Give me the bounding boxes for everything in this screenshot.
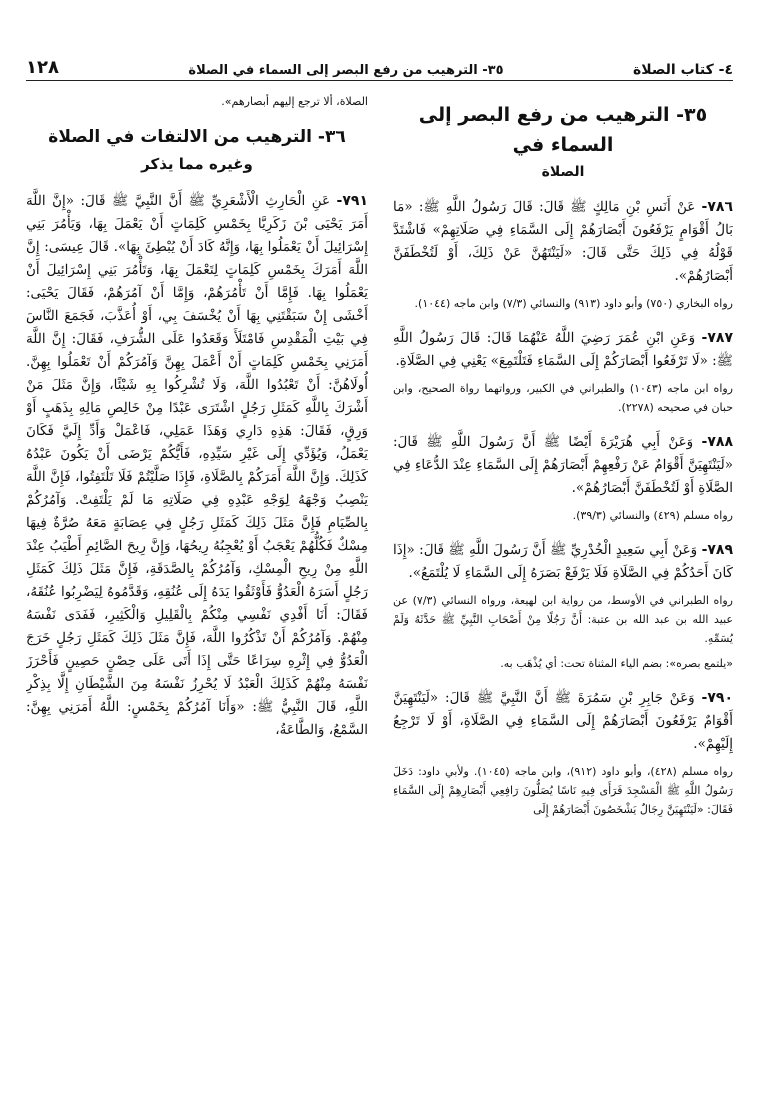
hadith-number: ٧٨٦- xyxy=(701,199,733,215)
hadith-text: وَعَنْ أَبِي سَعِيدٍ الْخُدْرِيِّ ﷺ أَنَّ رَسُولَ اللَّهِ ﷺ قَالَ: «إِذَا كَانَ أَحَدُكُمْ فِي الصَّلَاةِ فَلَا يَرْفَعْ بَصَرَهُ إِلَى السَّمَاءِ لَا يُلْتَمَعُ». xyxy=(393,542,733,581)
hadith-gloss: «يلتمع بصره»: بضم الياء المثناة تحت: أي يُذْهَب به. xyxy=(500,657,733,670)
section-35-title-cont: الصلاة xyxy=(541,164,585,180)
hadith-787 xyxy=(393,327,733,417)
continuation-text: الصلاة، ألا ترجع إليهم أبصارهم». xyxy=(221,95,368,108)
chapter-title: ٤- كتاب الصلاة xyxy=(632,62,733,78)
hadith-source: رواه ابن ماجه (١٠٤٣) والطبراني في الكبير، ورواتهما رواة الصحيح، وابن حبان في صحيحه (٢٢٧٨). xyxy=(393,382,733,414)
hadith-source: رواه الطبراني في الأوسط، من رواية ابن لهيعة، ورواه النسائي (٧/٣) عن عبيد الله بن عبد الله بن عتبة: أَنَّ رَجُلًا مِنْ أَصْحَابِ النَّبِيِّ ﷺ حَدَّثَهُ وَلَمْ يُسَمِّهِ. xyxy=(393,594,733,645)
hadith-number: ٧٨٨- xyxy=(701,434,733,450)
page-number: ١٢٨ xyxy=(26,57,59,78)
section-36-title: ٣٦- الترهيب من الالتفات في الصلاة xyxy=(48,127,346,147)
hadith-791 xyxy=(26,190,368,742)
hadith-788 xyxy=(393,431,733,525)
hadith-number: ٧٨٧- xyxy=(701,330,733,346)
hadith-790 xyxy=(393,687,733,819)
hadith-786 xyxy=(393,196,733,313)
left-column xyxy=(26,92,368,1091)
hadith-number: ٧٨٩- xyxy=(701,542,733,558)
section-36-title-cont: وغيره مما يذكر xyxy=(141,155,253,173)
hadith-number: ٧٩٠- xyxy=(701,690,733,706)
hadith-text: وَعَنْ جَابِرِ بْنِ سَمُرَةَ ﷺ أَنَّ النَّبِيَّ ﷺ قَالَ: «لَيَنْتَهِيَنَّ أَقْوَامٌ يَرْفَعُونَ أَبْصَارَهُمْ إِلَى السَّمَاءِ فِي الصَّلَاةِ، أَوْ لَا تَرْجِعُ إِلَيْهِمْ». xyxy=(393,690,733,752)
hadith-789 xyxy=(393,539,733,673)
header-rule xyxy=(26,80,733,81)
hadith-text: وَعَنِ ابْنِ عُمَرَ رَضِيَ اللَّهُ عَنْهُمَا قَالَ: قَالَ رَسُولُ اللَّهِ ﷺ: «لَا تَرْفَعُوا أَبْصَارَكُمْ إِلَى السَّمَاءِ فَتَلْتَمِعَ» يَعْنِي فِي الصَّلَاةِ. xyxy=(393,330,733,369)
hadith-text: وَعَنْ أَبِي هُرَيْرَةَ أَيْضًا ﷺ أَنَّ رَسُولَ اللَّهِ ﷺ قَالَ: «لَيَنْتَهِيَنَّ أَقْوَامٌ عَنْ رَفْعِهِمْ أَبْصَارَهُمْ إِلَى السَّمَاءِ عِنْدَ الدُّعَاءِ فِي الصَّلَاةِ أَوْ لَتُخْطَفَنَّ أَبْصَارُهُمْ». xyxy=(393,434,733,496)
right-column xyxy=(393,92,733,1091)
section-35-title: ٣٥- الترهيب من رفع البصر إلى السماء في xyxy=(418,104,708,156)
hadith-number: ٧٩١- xyxy=(336,193,368,209)
page-header xyxy=(26,50,733,78)
hadith-source: رواه مسلم (٤٢٩) والنسائي (٣٩/٣). xyxy=(572,509,733,522)
running-section-title: ٣٥- الترهيب من رفع البصر إلى السماء في الصلاة xyxy=(188,63,504,78)
hadith-source: رواه مسلم (٤٢٨)، وأبو داود (٩١٢)، وابن ماجه (١٠٤٥). ولأبي داود: دَخَلَ رَسُولُ اللَّهِ ﷺ الْمَسْجِدَ فَرَأَى فِيهِ نَاسًا يُصَلُّونَ رَافِعِي أَبْصَارِهِمْ إِلَى السَّمَاءِ فَقَالَ: «لَيَنْتَهِيَنَّ رِجَالٌ يَشْخَصُونَ أَبْصَارَهُمْ إِلَى xyxy=(393,765,733,816)
hadith-text: عَنِ الْحَارِثِ الْأَشْعَرِيِّ ﷺ أَنَّ النَّبِيَّ ﷺ قَالَ: «إِنَّ اللَّهَ أَمَرَ يَحْيَى بْنَ زَكَرِيَّا بِخَمْسِ كَلِمَاتٍ أَنْ يَعْمَلَ بِهَا، وَيَأْمُرَ بَنِي إِسْرَائِيلَ أَنْ يَعْمَلُوا بِهَا، وَإِنَّهُ كَادَ أَنْ يُبْطِئَ بِهَا». قَالَ عِيسَى: إِنَّ اللَّهَ أَمَرَكَ بِخَمْسِ كَلِمَاتٍ لِتَعْمَلَ بِهَا، وَتَأْمُرَ بَنِي إِسْرَائِيلَ أَنْ يَعْمَلُوا بِهَا. فَإِمَّا أَنْ تَأْمُرَهُمْ، وَإِمَّا أَنْ آمُرَهُمْ، فَقَالَ يَحْيَى: أَخْشَى إِنْ سَبَقْتَنِي بِهَا أَنْ يُخْسَفَ بِي، أَوْ أُعَذَّبَ، فَجَمَعَ النَّاسَ فِي بَيْتِ الْمَقْدِسِ فَامْتَلَأَ وَقَعَدُوا عَلَى الشُّرَفِ، فَقَالَ: إِنَّ اللَّهَ أَمَرَنِي بِخَمْسِ كَلِمَاتٍ أَنْ أَعْمَلَ بِهِنَّ وَآمُرَكُمْ أَنْ تَعْمَلُوا بِهِنَّ. أُولَاهُنَّ: أَنْ تَعْبُدُوا اللَّهَ، وَلَا تُشْرِكُوا بِهِ شَيْئًا، وَإِنَّ مَثَلَ مَنْ أَشْرَكَ بِاللَّهِ كَمَثَلِ رَجُلٍ اشْتَرَى عَبْدًا مِنْ خَالِصِ مَالِهِ بِذَهَبٍ أَوْ وَرِقٍ، فَقَالَ: هَذِهِ دَارِي وَهَذَا عَمَلِي، فَاعْمَلْ وَأَدِّ إِلَيَّ فَكَانَ يَعْمَلُ، وَيُؤَدِّي إِلَى غَيْرِ سَيِّدِهِ، فَأَيُّكُمْ يَرْضَى أَنْ يَكُونَ عَبْدُهُ كَذَلِكَ. وَإِنَّ اللَّهَ أَمَرَكُمْ بِالصَّلَاةِ، فَإِذَا صَلَّيْتُمْ فَلَا تَلْتَفِتُوا، فَإِنَّ اللَّهَ يَنْصِبُ وَجْهَهُ لِوَجْهِ عَبْدِهِ فِي صَلَاتِهِ مَا لَمْ يَلْتَفِتْ. وَآمُرُكُمْ بِالصِّيَامِ فَإِنَّ مَثَلَ ذَلِكَ كَمَثَلِ رَجُلٍ فِي عِصَابَةٍ مَعَهُ صُرَّةٌ فِيهَا مِسْكٌ فَكُلُّهُمْ يَعْجَبُ أَوْ يُعْجِبُهُ رِيحُهَا، وَإِنَّ رِيحَ الصَّائِمِ أَطْيَبُ عِنْدَ اللَّهِ مِنْ رِيحِ الْمِسْكِ، وَآمُرُكُمْ بِالصَّدَقَةِ، فَإِنَّ مَثَلَ ذَلِكَ كَمَثَلِ رَجُلٍ أَسَرَهُ الْعَدُوُّ فَأَوْثَقُوا يَدَهُ إِلَى عُنُقِهِ، وَقَدَّمُوهُ لِيَضْرِبُوا عُنُقَهُ، فَقَالَ: أَنَا أَفْدِي نَفْسِي مِنْكُمْ بِالْقَلِيلِ وَالْكَثِيرِ، فَفَدَى نَفْسَهُ مِنْهُمْ. وَآمُرُكُمْ أَنْ تَذْكُرُوا اللَّهَ، فَإِنَّ مَثَلَ ذَلِكَ كَمَثَلِ رَجُلٍ خَرَجَ الْعَدُوُّ فِي إِثْرِهِ سِرَاعًا حَتَّى إِذَا أَتَى عَلَى حِصْنٍ حَصِينٍ فَأَحْرَزَ نَفْسَهُ مِنْهُمْ كَذَلِكَ الْعَبْدُ لَا يُحْرِزُ نَفْسَهُ مِنَ الشَّيْطَانِ إِلَّا بِذِكْرِ اللَّهِ، قَالَ النَّبِيُّ ﷺ: «وَأَنَا آمُرُكُمْ بِخَمْسٍ: اللَّهُ أَمَرَنِي بِهِنَّ: السَّمْعُ، وَالطَّاعَةُ، xyxy=(26,193,368,738)
hadith-text: عَنْ أَنَسِ بْنِ مَالِكٍ ﷺ قَالَ: قَالَ رَسُولُ اللَّهِ ﷺ: «مَا بَالُ أَقْوَامٍ يَرْفَعُونَ أَبْصَارَهُمْ إِلَى السَّمَاءِ فِي صَلَاتِهِمْ» فَاشْتَدَّ قَوْلُهُ فِي ذَلِكَ حَتَّى قَالَ: «لَيَنْتَهُنَّ عَنْ ذَلِكَ، أَوْ لَتُخْطَفَنَّ أَبْصَارُهُمْ». xyxy=(393,199,733,284)
hadith-source: رواه البخاري (٧٥٠) وأبو داود (٩١٣) والنسائي (٧/٣) وابن ماجه (١٠٤٤). xyxy=(414,297,733,310)
